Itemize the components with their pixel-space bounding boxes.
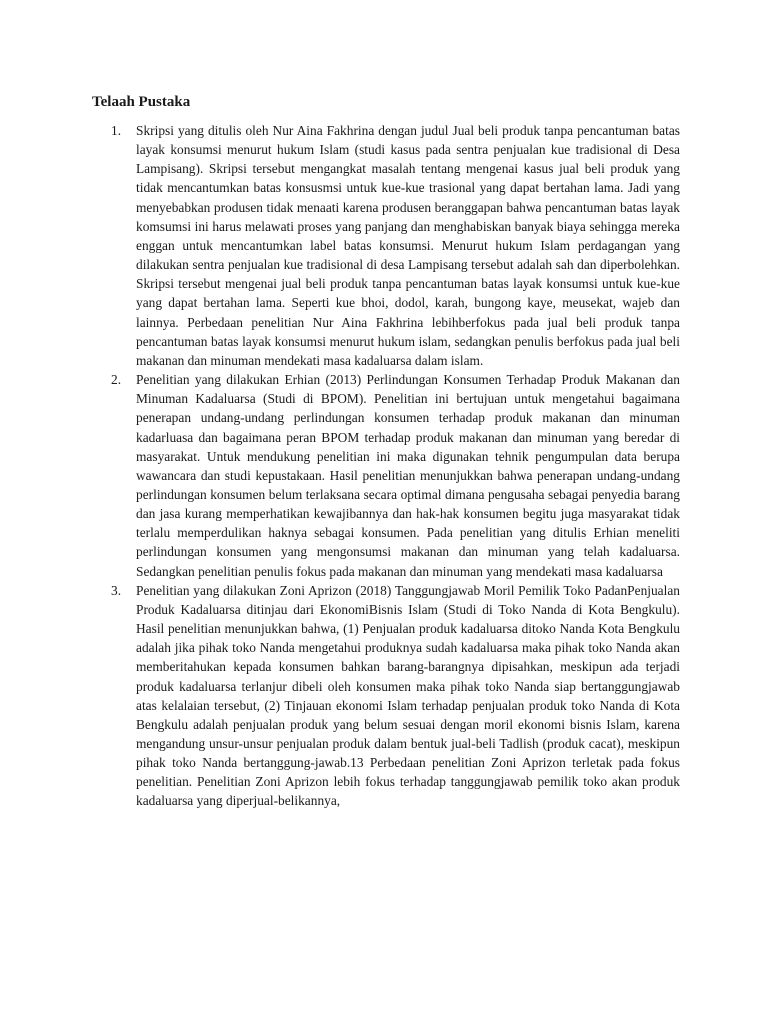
list-item-text: Penelitian yang dilakukan Erhian (2013) Perlindungan Konsumen Terhadap Produk Makanan dan Minuman Kadaluarsa (Studi di BPOM). Penelitian ini bertujuan untuk mengetahui bagaimana penerapan undang-undang perlindungan konsumen terhadap produk makanan dan minuman kadarluasa dan bagaimana peran BPOM terhadap produk makanan dan minuman yang beredar di masyarakat. Untuk mendukung penelitian ini maka digunakan tehnik pengumpulan data berupa wawancara dan studi kepustakaan. Hasil penelitian menunjukkan bahwa penerapan undang-undang perlindungan konsumen belum terlaksana secara optimal dimana pengusaha sebagai penyedia barang dan jasa kurang memperhatikan kewajibannya dan hak-hak konsumen begitu juga masyarakat tidak terlalu memperdulikan haknya sebagai konsumen. Pada penelitian yang ditulis Erhian meneliti perlindungan konsumen yang mengonsumsi makanan dan minuman yang telah kadaluarsa. Sedangkan penelitian penulis fokus pada makanan dan minuman yang mendekati masa kadaluarsa <box>136 372 680 579</box>
list-item-number: 2. <box>111 372 122 388</box>
list-item-text: Penelitian yang dilakukan Zoni Aprizon (2018) Tanggungjawab Moril Pemilik Toko PadanPenjualan Produk Kadaluarsa ditinjau dari EkonomiBisnis Islam (Studi di Toko Nanda di Kota Bengkulu). Hasil penelitian menunjukkan bahwa, (1) Penjualan produk kadaluarsa ditoko Nanda Kota Bengkulu adalah jika pihak toko Nanda mengetahui produknya sudah kadaluarsa maka pihak toko Nanda akan memberitahukan kepada konsumen bahkan barang-barangnya dipisahkan, meskipun ada terjadi produk kadaluarsa terlanjur dibeli oleh konsumen maka pihak toko Nanda siap bertanggungjawab atas kelalaian tersebut, (2) Tinjauan ekonomi Islam terhadap penjualan produk toko Nanda di Kota Bengkulu adalah penjualan produk yang belum sesuai dengan moril ekonomi bisnis Islam, karena mengandung unsur-unsur penjualan produk dalam bentuk jual-beli Tadlish (produk cacat), meskipun pihak toko Nanda bertanggung-jawab.13 Perbedaan penelitian Zoni Aprizon terletak pada fokus penelitian. Penelitian Zoni Aprizon lebih fokus terhadap tanggungjawab pemilik toko akan produk kadaluarsa yang diperjual-belikannya, <box>136 582 680 809</box>
list-item-3 <box>92 581 680 811</box>
list-item-1 <box>92 121 680 370</box>
list-item-2 <box>92 370 680 581</box>
literature-review-list <box>92 121 680 811</box>
list-item-number: 1. <box>111 123 122 138</box>
section-heading: Telaah Pustaka <box>92 94 191 110</box>
list-item-text: Skripsi yang ditulis oleh Nur Aina Fakhrina dengan judul Jual beli produk tanpa pencantuman batas layak konsumsi menurut hukum Islam (studi kasus pada sentra penjualan kue tradisional di Desa Lampisang). Skripsi tersebut mengangkat masalah tentang mengenai kasus jual beli produk yang tidak mencantumkan batas konsusmsi untuk kue-kue trasional yang dapat bertahan lama. Jadi yang menyebabkan produsen tidak menaati karena produsen beranggapan bahwa pencantuman batas layak komsumsi ini harus melawati proses yang panjang dan menghabiskan banyak biaya sehingga mereka enggan untuk mencantumkan label batas konsumsi. Menurut hukum Islam perdagangan yang dilakukan sentra penjualan kue tradisional di desa Lampisang tersebut adalah sah dan diperbolehkan. Skripsi tersebut mengenai jual beli produk tanpa pencantuman batas layak konsumsi untuk kue-kue yang dapat bertahan lama. Seperti kue bhoi, dodol, karah, bungong kaye, meusekat, wajeb dan lainnya. Perbedaan penelitian Nur Aina Fakhrina lebihberfokus pada jual beli produk tanpa pencantuman batas layak konsumsi menurut hukum islam, sedangkan penulis berfokus pada jual beli makanan dan minuman mendekati masa kadaluarsa dalam islam. <box>136 123 680 368</box>
list-item-number: 3. <box>111 582 122 598</box>
